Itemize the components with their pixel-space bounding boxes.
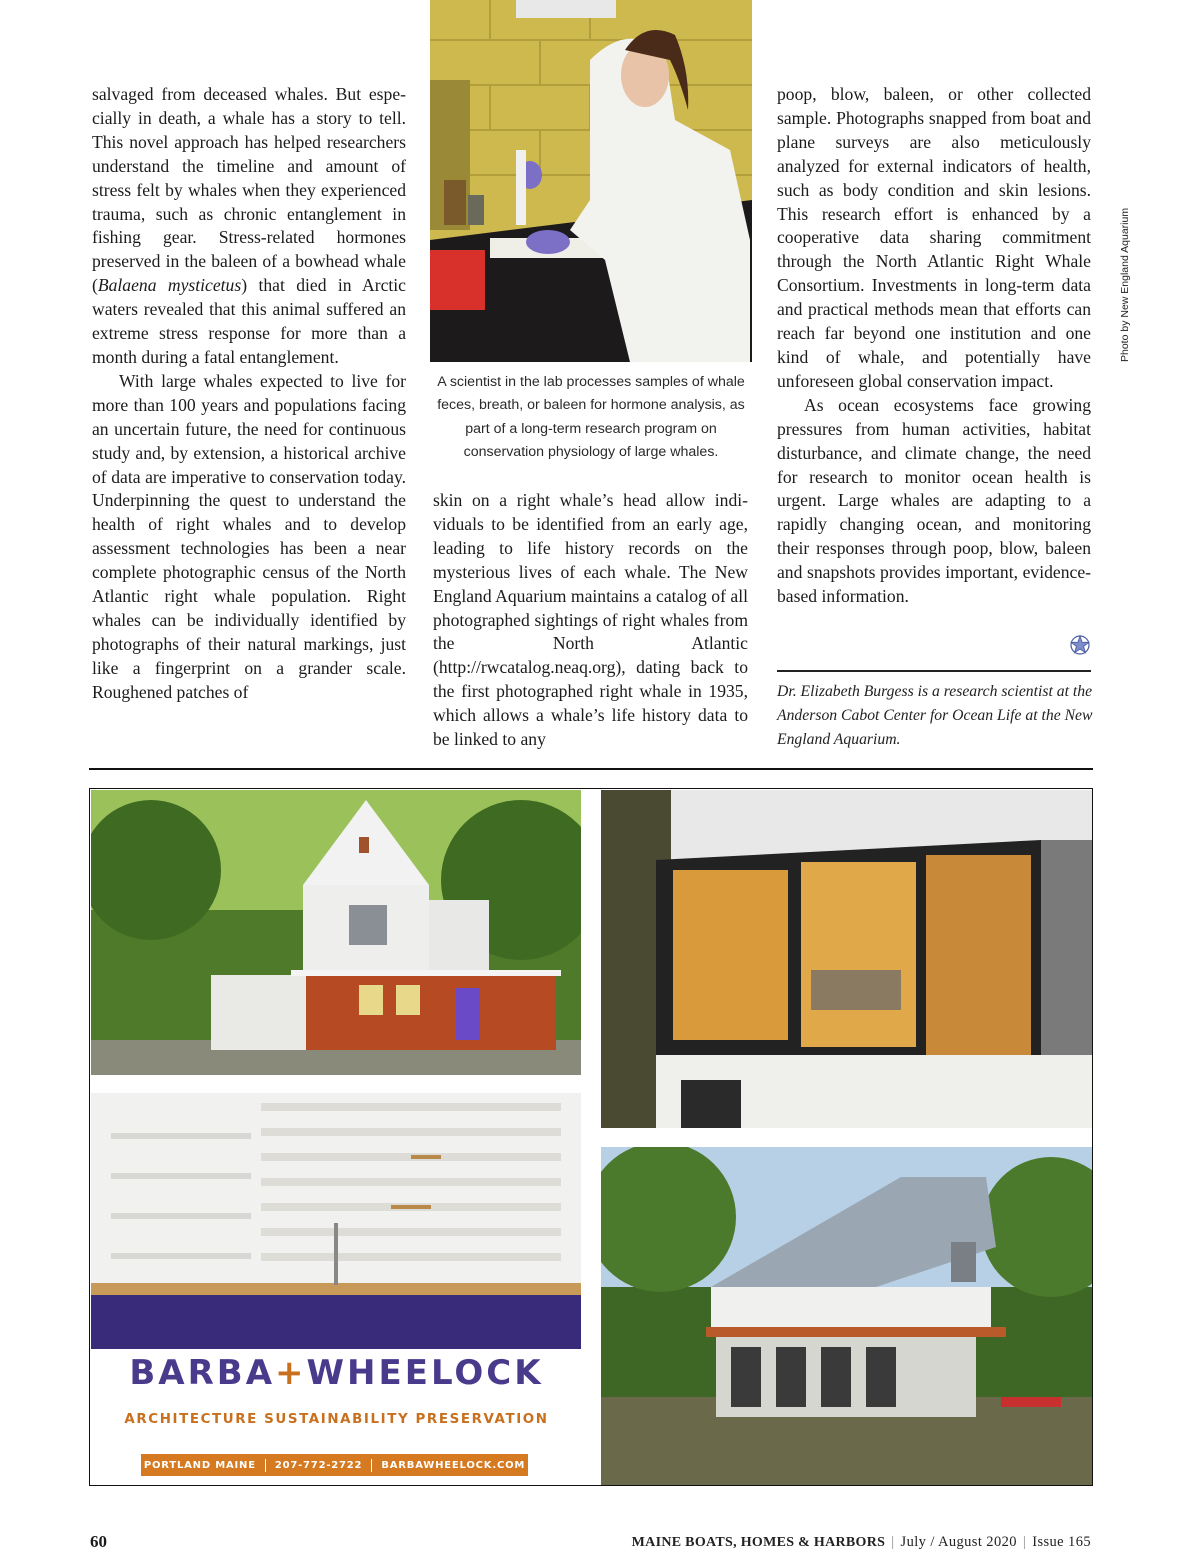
ad-website: BARBAWHEELOCK.COM	[381, 1459, 526, 1471]
article-paragraph: skin on a right whale’s head allow individuals to be identified from an early age, leading to life history records on the mysterious lives of each whale. The New England Aquarium maintains a catalog of all photographed sightings of right whales from the North Atlantic (http://rwcatalog.neaq.org), dating back to the first photographed right whale in 1935, which allows a whale’s life history data to be linked to any	[433, 490, 748, 750]
magazine-name: MAINE BOATS, HOMES & HARBORS	[631, 1535, 886, 1550]
barba-wheelock-logo: BARBA+WHEELOCK	[129, 1353, 544, 1393]
window-interior-photo	[601, 790, 1092, 1128]
ad-location: PORTLAND MAINE	[143, 1459, 256, 1471]
section-divider	[89, 768, 1093, 770]
species-name: Balaena mysticetus	[97, 275, 242, 296]
end-mark-star-icon	[1069, 634, 1091, 656]
article-column-right	[777, 83, 1091, 609]
article-paragraph: As ocean ecosystems face growing pressures from human activities, habitat disturbance, and climate change, the need for research to monitor ocean health is urgent. Large whales are adapting to a rapidly changing ocean, and monitoring their responses through poop, blow, baleen and snapshots provides important, evidence-based information.	[777, 394, 1091, 607]
article-paragraph: With large whales expected to live for more than 100 years and populations facing an uncertain future, the need for continuous study and, by extension, a historical archive of data are imperative to conservation today. Underpinning the quest to understand the health of right whales and to develop assessment technologies has been a near complete photographic census of the North Atlantic right whale population. Right whales can be individually identified by photographs of their natural markings, just like a fingerprint on a grander scale. Roughened patches of	[92, 370, 406, 702]
ad-phone: 207-772-2722	[274, 1459, 363, 1471]
photo-caption: A scientist in the lab processes samples of whale feces, breath, or baleen for hormone analysis, as part of a long-term research program on conservation physiology of large whales.	[437, 374, 745, 460]
ad-separator	[265, 1459, 266, 1472]
article-paragraph: poop, blow, baleen, or other collected sample. Photographs snapped from boat and plane surveys are also meticulously analyzed for external indicators of health, such as body condition and skin lesions. This research effort is enhanced by a cooperative data sharing commitment through the North Atlantic Right Whale Consortium. Investments in long-term data and practical methods mean that efforts can reach far beyond one institution and one kind of whale, and potentially have unforeseen global conservation impact.	[777, 84, 1091, 391]
article-column-left	[92, 83, 406, 705]
page-number: 60	[90, 1532, 107, 1551]
barba-wheelock-advertisement	[89, 788, 1093, 1486]
issue-number: Issue 165	[1032, 1534, 1091, 1550]
author-bio: Dr. Elizabeth Burgess is a research scientist at the Anderson Cabot Center for Ocean Life at the New England Aquarium.	[777, 683, 1093, 748]
article-paragraph: salvaged from deceased whales. But especially in death, a whale has a story to tell. This novel approach has helped researchers understand the timeline and amount of stress felt by whales when they experienced trauma, such as chronic entanglement in fishing gear. Stress-related hormones preserved in the baleen of a bowhead whale (Balaena mysticetus) that died in Arctic waters revealed that this animal suffered an extreme stress response for more than a month during a fatal entanglement.	[92, 84, 406, 367]
ad-separator	[371, 1459, 372, 1472]
photo-credit: Photo by New England Aquarium	[1119, 207, 1131, 362]
house-front-photo	[91, 790, 581, 1075]
author-bio-rule	[777, 670, 1091, 672]
house-exterior-photo	[601, 1147, 1092, 1485]
kitchen-shelving-photo	[91, 1093, 581, 1349]
page-footer: MAINE BOATS, HOMES & HARBORS | July / August 2020 | Issue 165	[631, 1534, 1091, 1550]
ad-tagline: ARCHITECTURE SUSTAINABILITY PRESERVATION	[124, 1412, 549, 1427]
article-column-middle	[433, 489, 748, 752]
issue-date: July / August 2020	[900, 1534, 1017, 1550]
ad-contact-bar	[141, 1454, 528, 1476]
lab-scientist-photo	[430, 0, 752, 362]
